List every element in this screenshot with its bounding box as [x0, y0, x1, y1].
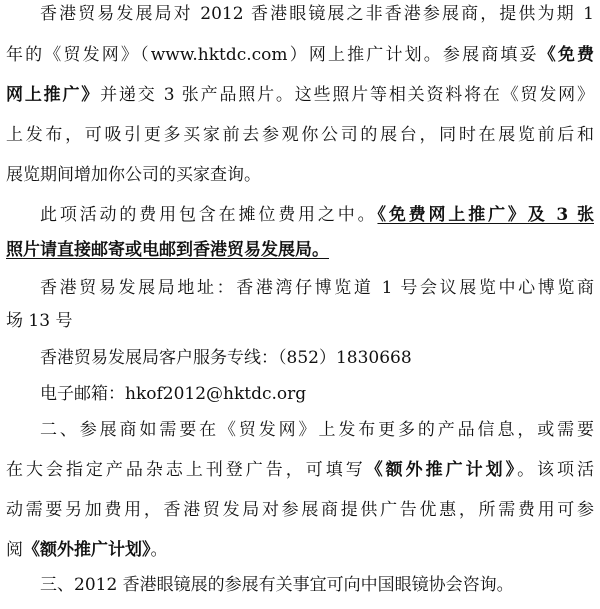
paragraph-6-line-2 — [6, 460, 594, 480]
address-line-2 — [6, 311, 594, 331]
paragraph-1-line-5 — [6, 165, 594, 185]
text: 。 — [150, 540, 168, 560]
paragraph-7-line-1 — [6, 575, 594, 595]
emphasis-underlined: 《免费网上推广》及 3 张 — [377, 205, 594, 225]
email-line — [6, 384, 594, 404]
text: 展览期间增加你公司的买家查询。 — [6, 165, 261, 185]
paragraph-1-line-1 — [6, 4, 594, 24]
text: 二、参展商如需要在《贸发网》上发布更多的产品信息，或需要 — [40, 420, 594, 440]
paragraph-6-line-4 — [6, 540, 594, 560]
text: 香港贸易发展局对 2012 香港眼镜展之非香港参展商，提供为期 1 — [40, 4, 594, 24]
paragraph-6-line-3 — [6, 500, 594, 520]
text: 并递交 3 张产品照片。这些照片等相关资料将在《贸发网》 — [100, 85, 594, 105]
text: 香港贸易发展局客户服务专线：（852）1830668 — [40, 348, 412, 368]
emphasis-free-online-promo-cont: 网上推广》 — [6, 85, 101, 105]
paragraph-6-line-1 — [6, 420, 594, 440]
text: 此项活动的费用包含在摊位费用之中。 — [40, 205, 378, 225]
paragraph-1-line-3 — [6, 85, 594, 105]
text: 年的《贸发网》（www.hktdc.com）网上推广计划。参展商填妥 — [6, 45, 539, 65]
text: 上发布，可吸引更多买家前去参观你公司的展台，同时在展览前后和 — [6, 125, 594, 145]
emphasis-underlined: 照片请直接邮寄或电邮到香港贸易发展局。 — [6, 240, 329, 260]
hotline-line — [6, 348, 594, 368]
text: 香港贸易发展局地址：香港湾仔博览道 1 号会议展览中心博览商 — [40, 278, 594, 298]
emphasis-extra-promo: 《额外推广计划》 — [23, 540, 151, 560]
text: 电子邮箱：hkof2012@hktdc.org — [40, 384, 307, 404]
text: 在大会指定产品杂志上刊登广告，可填写 — [6, 460, 366, 480]
text: 。该项活 — [517, 460, 595, 480]
text: 阅 — [6, 540, 23, 560]
text: 三、2012 香港眼镜展的参展有关事宜可向中国眼镜协会咨询。 — [40, 575, 514, 595]
paragraph-1-line-2 — [6, 45, 594, 65]
emphasis-free-online-promo: 《免费 — [538, 45, 594, 65]
paragraph-2-line-1 — [6, 205, 594, 225]
text: 动需要另加费用，香港贸发局对参展商提供广告优惠，所需费用可参 — [6, 500, 594, 520]
address-line-1 — [6, 278, 594, 298]
emphasis-extra-promo: 《额外推广计划》 — [365, 460, 518, 480]
text: 场 13 号 — [6, 311, 73, 331]
paragraph-2-line-2 — [6, 240, 594, 260]
paragraph-1-line-4 — [6, 125, 594, 145]
